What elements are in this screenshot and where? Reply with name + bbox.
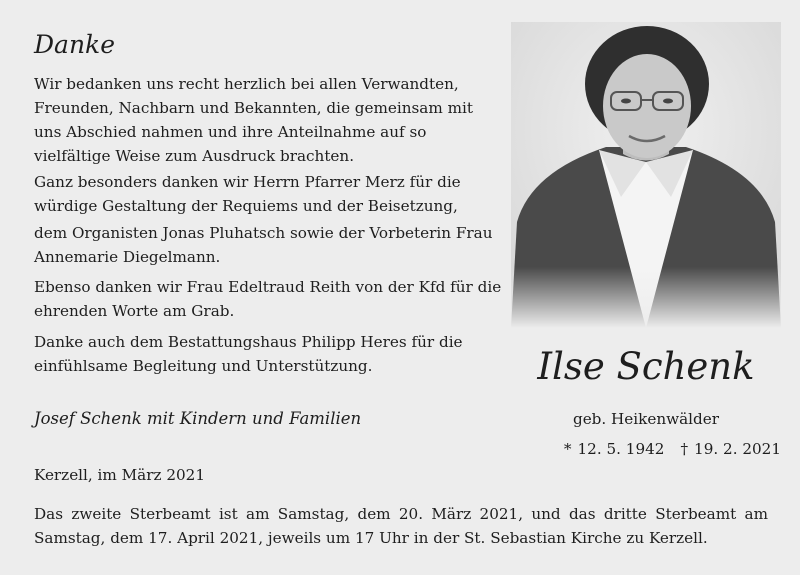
thanks-paragraph-4: Ebenso danken wir Frau Edeltraud Reith von der Kfd für die ehrenden Worte am Grab. bbox=[34, 278, 502, 320]
birth-date: 12. 5. 1942 bbox=[577, 440, 665, 458]
thanks-paragraph-3: dem Organisten Jonas Pluhatsch sowie der Vorbeterin Frau Annemarie Diegelmann. bbox=[34, 224, 493, 266]
place-date: Kerzell, im März 2021 bbox=[34, 466, 205, 484]
portrait-photo bbox=[511, 22, 781, 328]
deceased-name: Ilse Schenk bbox=[537, 345, 755, 388]
thanks-paragraph-1: Wir bedanken uns recht herzlich bei allen Verwandten, Freunden, Nachbarn und Bekannten, die gemeinsam mit uns Abschied nahmen und ihre Anteilnahme auf so vielfältige Weise zum Ausdruck brachten. bbox=[34, 75, 473, 165]
maiden-name: geb. Heikenwälder bbox=[572, 410, 720, 428]
thanks-paragraph-5: Danke auch dem Bestattungshaus Philipp Heres für die einfühlsame Begleitung und Unterstützung. bbox=[34, 333, 463, 375]
notice-title: Danke bbox=[34, 30, 115, 59]
family-signature: Josef Schenk mit Kindern und Familien bbox=[34, 409, 362, 428]
birth-symbol: * bbox=[563, 440, 572, 458]
death-date: 19. 2. 2021 bbox=[694, 440, 781, 458]
death-symbol: † bbox=[680, 440, 689, 458]
thanks-paragraph-2: Ganz besonders danken wir Herrn Pfarrer Merz für die würdige Gestaltung der Requiems und der Beisetzung, bbox=[34, 173, 461, 215]
service-announcement: Das zweite Sterbeamt ist am Samstag, dem 20. März 2021, und das dritte Sterbeamt am Samstag, dem 17. April 2021, jeweils um 17 Uhr in der St. Sebastian Kirche zu Kerzell. bbox=[34, 505, 768, 547]
life-dates bbox=[511, 440, 781, 458]
